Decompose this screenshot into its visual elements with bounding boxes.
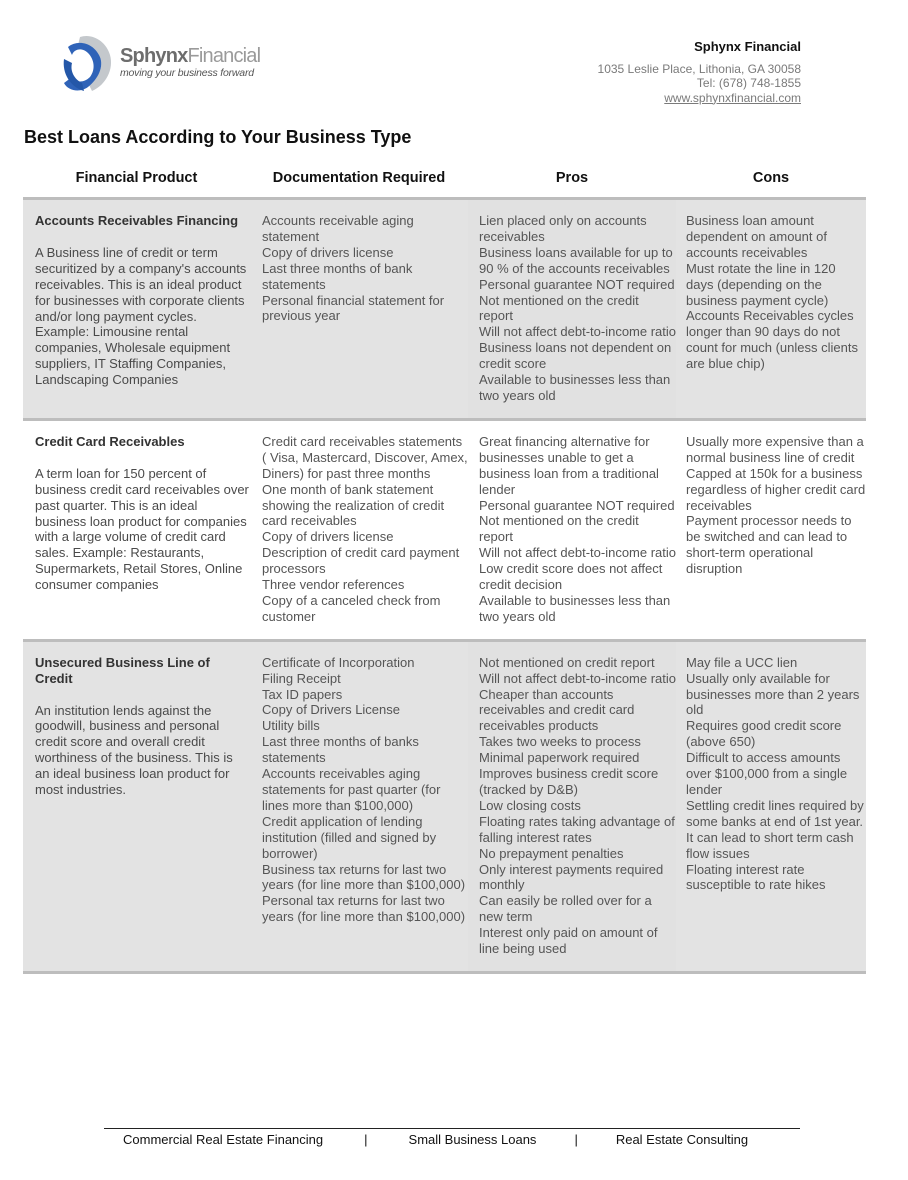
pro-item: Available to businesses less than two years old bbox=[479, 592, 671, 624]
product-description: A Business line of credit or term securitized by a company's accounts receivables. This is an ideal product for businesses with corporate clients and/or long payment cycles. Example: Limousine rental companies, Wholesale equipment suppliers, IT Staffing Companies, Landscaping Companies bbox=[35, 244, 247, 388]
con-item: Business loan amount dependent on amount of accounts receivables bbox=[686, 213, 827, 260]
pro-item: Available to businesses less than two years old bbox=[479, 372, 671, 403]
documentation-item: Business tax returns for last two years (for line more than $100,000) bbox=[262, 861, 466, 893]
pro-item: No prepayment penalties bbox=[479, 845, 624, 861]
logo-tagline: moving your business forward bbox=[120, 67, 254, 79]
pro-item: Lien placed only on accounts receivables bbox=[479, 213, 647, 244]
con-item: Requires good credit score (above 650) bbox=[686, 718, 842, 750]
pros-cell bbox=[468, 421, 676, 639]
documentation-item: Utility bills bbox=[262, 718, 320, 734]
pro-item: Will not affect debt-to-income ratio bbox=[479, 545, 677, 561]
documentation-item: Personal tax returns for last two years (for line more than $100,000) bbox=[262, 893, 466, 925]
pro-item: Business loans not dependent on credit score bbox=[479, 340, 672, 372]
documentation-item: Description of credit card payment processors bbox=[262, 545, 460, 577]
pro-item: Personal guarantee NOT required bbox=[479, 497, 675, 513]
website-link[interactable]: www.sphynxfinancial.com bbox=[664, 90, 801, 105]
documentation-item: Accounts receivable aging statement bbox=[262, 213, 414, 244]
footer-link-commercial-real-estate[interactable]: Commercial Real Estate Financing bbox=[123, 1132, 324, 1147]
documentation-item: Credit application of lending institution (filled and signed by borrower) bbox=[262, 813, 437, 861]
logo-wordmark: SphynxFinancial bbox=[120, 45, 261, 67]
column-header-product: Financial Product bbox=[75, 170, 198, 186]
footer-separator: | bbox=[574, 1132, 578, 1147]
documentation-item: Last three months of bank statements bbox=[262, 260, 413, 292]
logo-ribbon-icon bbox=[58, 33, 116, 95]
pro-item: Only interest payments required monthly bbox=[479, 861, 664, 893]
pro-item: Not mentioned on the credit report bbox=[479, 292, 639, 324]
column-header-documentation: Documentation Required bbox=[272, 170, 446, 186]
con-item: Payment processor needs to be switched and can lead to short-term operational disruption bbox=[686, 513, 852, 577]
pro-item: Will not affect debt-to-income ratio bbox=[479, 670, 677, 686]
pro-item: Not mentioned on credit report bbox=[479, 654, 655, 670]
pro-item: Great financing alternative for businesses unable to get a business loan from a traditional lender bbox=[479, 433, 659, 497]
pro-item: Cheaper than accounts receivables and credit card receivables products bbox=[479, 686, 635, 734]
con-item: Accounts Receivables cycles longer than 90 days do not count for much (unless clients are blue chip) bbox=[686, 308, 858, 372]
pros-cell bbox=[468, 200, 676, 418]
product-description: An institution lends against the goodwill, business and personal credit score and overall credit worthiness of the business. This is an ideal business loan product for most industries. bbox=[35, 702, 233, 798]
pro-item: Will not affect debt-to-income ratio bbox=[479, 324, 677, 340]
page-title: Best Loans According to Your Business Type bbox=[24, 127, 412, 147]
con-item: Usually more expensive than a normal business line of credit bbox=[686, 433, 864, 465]
con-item: Floating interest rate susceptible to rate hikes bbox=[686, 861, 826, 893]
pro-item: Can easily be rolled over for a new term bbox=[479, 893, 652, 925]
pro-item: Personal guarantee NOT required bbox=[479, 276, 675, 292]
documentation-item: Copy of drivers license bbox=[262, 244, 394, 260]
con-item: Settling credit lines required by some banks at end of 1st year. It can lead to short term cash flow issues bbox=[686, 797, 864, 861]
footer-link-small-business-loans[interactable]: Small Business Loans bbox=[408, 1132, 537, 1147]
documentation-item: Personal financial statement for previous year bbox=[262, 292, 445, 324]
pro-item: Not mentioned on the credit report bbox=[479, 513, 639, 545]
con-item: May file a UCC lien bbox=[686, 654, 798, 670]
documentation-item: Copy of Drivers License bbox=[262, 702, 400, 718]
table-header bbox=[23, 160, 866, 200]
cons-cell bbox=[676, 642, 866, 971]
documentation-item: Copy of a canceled check from customer bbox=[262, 592, 441, 624]
pro-item: Low credit score does not affect credit decision bbox=[479, 561, 663, 593]
documentation-cell bbox=[250, 642, 468, 971]
product-name: Unsecured Business Line of Credit bbox=[35, 654, 210, 686]
contact-block bbox=[598, 40, 801, 105]
documentation-item: Certificate of Incorporation bbox=[262, 654, 415, 670]
loan-comparison-table bbox=[23, 160, 866, 974]
product-cell bbox=[23, 200, 250, 418]
contact-address: 1035 Leslie Place, Lithonia, GA 30058 bbox=[597, 61, 801, 76]
documentation-item: Credit card receivables statements ( Visa, Mastercard, Discover, Amex, Diners) for past three months bbox=[262, 433, 468, 481]
pros-cell bbox=[468, 642, 676, 971]
table-row bbox=[23, 200, 866, 421]
pro-item: Low closing costs bbox=[479, 797, 581, 813]
pro-item: Interest only paid on amount of line being used bbox=[479, 925, 658, 957]
column-header-pros: Pros bbox=[555, 170, 589, 186]
footer-separator: | bbox=[364, 1132, 368, 1147]
con-item: Usually only available for businesses more than 2 years old bbox=[686, 670, 860, 718]
pro-item: Improves business credit score (tracked by D&B) bbox=[479, 766, 659, 797]
cons-cell bbox=[676, 421, 866, 639]
cons-cell bbox=[676, 200, 866, 418]
con-item: Must rotate the line in 120 days (depending on the business payment cycle) bbox=[686, 260, 836, 308]
documentation-item: One month of bank statement showing the realization of credit card receivables bbox=[262, 481, 445, 529]
con-item: Capped at 150k for a business regardless of higher credit card receivables bbox=[686, 465, 866, 513]
documentation-item: Three vendor references bbox=[262, 577, 405, 593]
pro-item: Floating rates taking advantage of falling interest rates bbox=[479, 813, 675, 845]
documentation-item: Last three months of banks statements bbox=[262, 734, 419, 766]
documentation-item: Filing Receipt bbox=[262, 670, 341, 686]
product-cell bbox=[23, 642, 250, 971]
product-name: Credit Card Receivables bbox=[35, 433, 185, 449]
product-cell bbox=[23, 421, 250, 639]
column-header-cons: Cons bbox=[752, 170, 790, 186]
pro-item: Takes two weeks to process bbox=[479, 734, 641, 750]
documentation-cell bbox=[250, 200, 468, 418]
product-name: Accounts Receivables Financing bbox=[35, 213, 239, 228]
documentation-item: Tax ID papers bbox=[262, 686, 343, 702]
table-row bbox=[23, 421, 866, 642]
pro-item: Minimal paperwork required bbox=[479, 750, 640, 766]
documentation-cell bbox=[250, 421, 468, 639]
pro-item: Business loans available for up to 90 % of the accounts receivables bbox=[479, 244, 673, 276]
contact-phone: Tel: (678) 748-1855 bbox=[696, 76, 801, 90]
documentation-item: Copy of drivers license bbox=[262, 529, 394, 545]
contact-company: Sphynx Financial bbox=[694, 39, 801, 54]
table-row bbox=[23, 642, 866, 974]
footer-link-real-estate-consulting[interactable]: Real Estate Consulting bbox=[615, 1132, 749, 1147]
con-item: Difficult to access amounts over $100,000 from a single lender bbox=[686, 750, 848, 797]
documentation-item: Accounts receivables aging statements for past quarter (for lines more than $100,000) bbox=[262, 766, 441, 813]
company-logo bbox=[58, 33, 261, 95]
product-description: A term loan for 150 percent of business credit card receivables over past quarter. This is an ideal business loan product for companies with a large volume of credit card sales. Example: Restaurants, Supermarkets, Retail Stores, Online consumer companies bbox=[35, 465, 249, 593]
footer-links bbox=[104, 1128, 800, 1147]
